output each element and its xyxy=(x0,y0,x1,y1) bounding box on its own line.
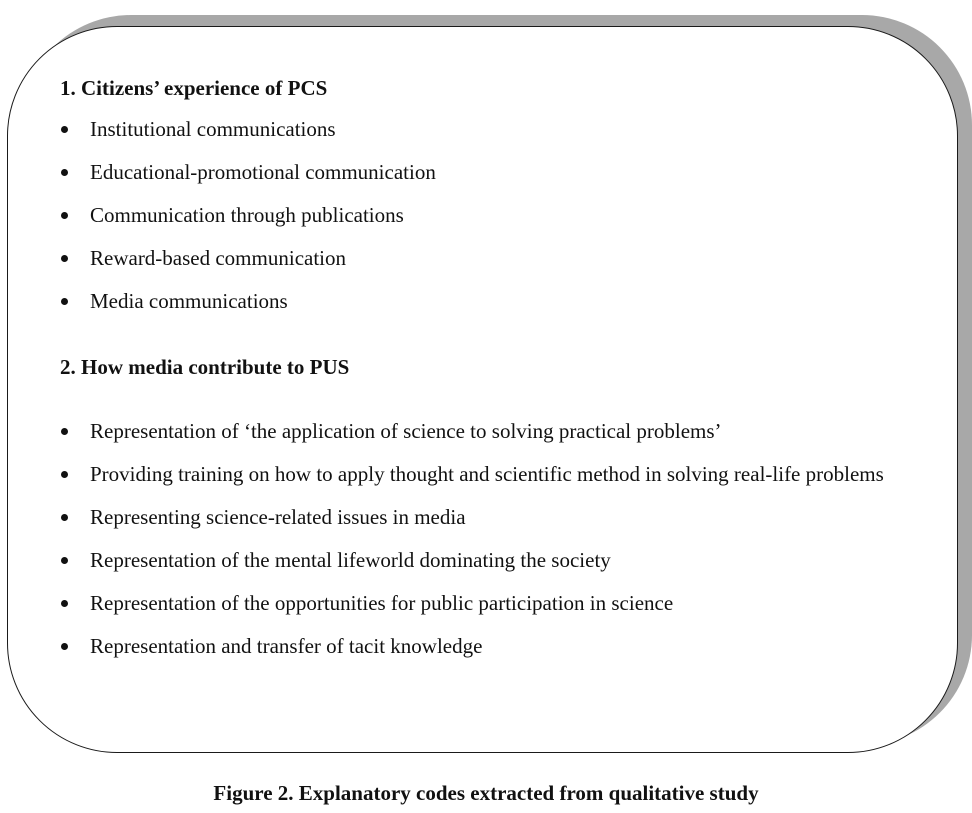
bullet-icon xyxy=(61,212,68,219)
bullet-icon xyxy=(61,471,68,478)
bullet-icon xyxy=(61,169,68,176)
bullet-icon xyxy=(61,126,68,133)
list-item: Communication through publications xyxy=(60,194,940,237)
list-item: Institutional communications xyxy=(60,108,940,151)
bullet-icon xyxy=(61,643,68,650)
section-1-list xyxy=(60,108,940,323)
section-2-list xyxy=(60,410,940,668)
list-item: Representation of the opportunities for public participation in science xyxy=(60,582,940,625)
list-item: Providing training on how to apply thought and scientific method in solving real-life problems xyxy=(60,453,940,496)
bullet-icon xyxy=(61,428,68,435)
list-item: Reward-based communication xyxy=(60,237,940,280)
figure-caption: Figure 2. Explanatory codes extracted from qualitative study xyxy=(213,781,759,805)
bullet-icon xyxy=(61,298,68,305)
section-1-heading: 1. Citizens’ experience of PCS xyxy=(60,76,328,100)
list-item: Media communications xyxy=(60,280,940,323)
bullet-icon xyxy=(61,600,68,607)
list-item: Representation of the mental lifeworld dominating the society xyxy=(60,539,940,582)
bullet-icon xyxy=(61,557,68,564)
bullet-icon xyxy=(61,514,68,521)
list-item: Educational-promotional communication xyxy=(60,151,940,194)
list-item: Representing science-related issues in media xyxy=(60,496,940,539)
list-item: Representation and transfer of tacit knowledge xyxy=(60,625,940,668)
list-item: Representation of ‘the application of science to solving practical problems’ xyxy=(60,410,940,453)
bullet-icon xyxy=(61,255,68,262)
section-2-heading: 2. How media contribute to PUS xyxy=(60,355,350,379)
